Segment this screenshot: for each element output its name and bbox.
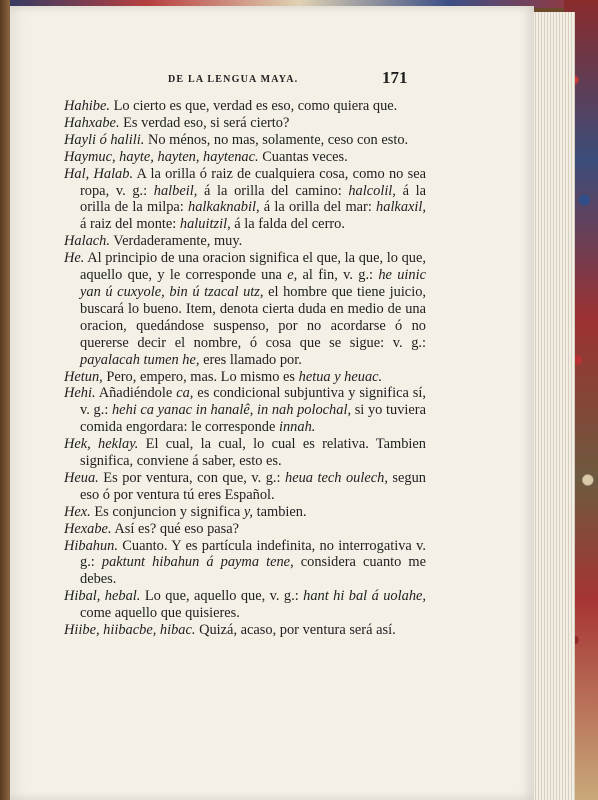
entry-definition-text: á raiz del monte: [80, 216, 180, 233]
binding-edge [0, 0, 10, 800]
entry-definition-text: si yo tuviera comida engordara: le corresponde [80, 402, 426, 436]
entry-definition-text: Al principio de una oracion significa el que, la que, lo que, aquello que, y le corresponde una [80, 250, 426, 284]
entry-headword: Hal, Halab. [64, 165, 134, 182]
dictionary-entry [64, 250, 426, 368]
entry-definition-text: Así es? qué eso pasa? [111, 520, 240, 537]
dictionary-entry [64, 369, 426, 386]
entry-headword: Hahxabe. [64, 114, 120, 131]
entry-definition-text: No ménos, no mas, solamente, ceso con esto. [144, 131, 409, 148]
entry-definition-text: á la falda del cerro. [230, 216, 345, 233]
entry-headword: Heua. [64, 469, 99, 486]
entry-definition-text: Cuanto. Y es partícula indefinita, no interrogativa v. g.: [80, 537, 426, 571]
entry-definition-text: tambien. [253, 503, 307, 520]
book-page [10, 6, 534, 800]
dictionary-entry [64, 538, 426, 589]
entry-definition-text: El cual, la cual, lo cual es relativa. Tambien significa, conviene á saber, esto es. [80, 436, 426, 470]
entry-headword: Hehi. [64, 385, 96, 402]
maya-term: halcolil, [348, 182, 396, 199]
entry-definition-text: Añadiéndole [95, 385, 177, 402]
dictionary-entry [64, 436, 426, 470]
dictionary-entry [64, 504, 426, 521]
entry-definition-text: Es verdad eso, si será cierto? [119, 114, 290, 131]
entry-definition-text: á la orilla de la milpa: [80, 182, 426, 216]
entry-definition-text: Es conjuncion y significa [90, 503, 244, 520]
dictionary-entry [64, 115, 426, 132]
entry-definition-text: Quizá, acaso, por ventura será así. [195, 622, 396, 639]
dictionary-entry [64, 132, 426, 149]
entry-definition-text: el hombre que tiene juicio, buscará lo bueno. Item, denota cierta duda en medio de una oracion, quedándose suspenso, por no acordarse ó no quererse decir el nombre, ó cosa que se sigue: v. g.: [80, 283, 426, 351]
entry-headword: Hibahun. [64, 537, 118, 554]
page-number: 171 [382, 68, 408, 87]
entry-definition-text: Pero, empero, mas. Lo mismo es [102, 368, 299, 385]
entry-definition-text: Cuantas veces. [258, 148, 348, 165]
dictionary-entry [64, 470, 426, 504]
maya-term: hehi ca yanac in hanalê, in nah polochal, [111, 402, 352, 419]
entry-headword: Hayli ó halili. [64, 131, 145, 148]
entry-definition-text: es condicional subjuntiva y significa sí, v. g.: [80, 385, 426, 419]
dictionary-entry [64, 233, 426, 250]
entry-definition-text: eres llamado por. [199, 351, 302, 368]
entry-definition-text: A la orilla ó raiz de cualquiera cosa, como no sea ropa, v. g.: [80, 165, 426, 199]
dictionary-entry [64, 622, 426, 639]
entry-definition-text: Lo cierto es que, verdad es eso, como quiera que. [109, 98, 398, 114]
entry-headword: Hek, heklay. [64, 436, 139, 453]
maya-term: heua tech oulech, [285, 469, 388, 486]
entry-definition-text: al fin, v. g.: [297, 267, 379, 284]
maya-term: paktunt hibahun á payma tene, [101, 554, 294, 571]
dictionary-entries [64, 98, 426, 639]
entry-headword: Hibal, hebal. [64, 588, 141, 605]
maya-term: halbeil, [153, 182, 198, 199]
page-stack-edges [532, 12, 575, 800]
entry-headword: Hiibe, hiibacbe, hibac. [64, 622, 196, 639]
dictionary-entry [64, 98, 426, 115]
maya-term: hetua y heuac. [298, 368, 383, 385]
entry-headword: Hexabe. [64, 520, 112, 537]
maya-term: halkaknabil, [188, 199, 260, 216]
entry-headword: Halach. [64, 233, 110, 250]
entry-headword: Haymuc, hayte, hayten, haytenac. [64, 148, 259, 165]
dictionary-entry [64, 149, 426, 166]
maya-term: haluitzil, [179, 216, 231, 233]
entry-headword: He. [64, 250, 85, 267]
maya-term: halkaxil, [376, 199, 426, 216]
maya-term: e, [287, 267, 298, 284]
maya-term: innah. [278, 419, 316, 436]
dictionary-entry [64, 166, 426, 234]
maya-term: he uinic yan ú cuxyole, bin ú tzacal utz, [80, 267, 427, 300]
entry-definition-text: á la orilla del camino: [197, 182, 349, 199]
entry-headword: Hahibe. [64, 98, 110, 114]
maya-term: y, [243, 503, 254, 520]
maya-term: hant hi bal á uolahe, [303, 588, 427, 605]
entry-definition-text: come aquello que quisieres. [80, 605, 240, 622]
entry-definition-text: Verdaderamente, muy. [109, 233, 243, 250]
entry-definition-text: segun eso ó por ventura tú eres Español. [80, 469, 427, 503]
dictionary-entry [64, 588, 426, 622]
maya-term: payalacah tumen he, [80, 351, 200, 368]
entry-definition-text: á la orilla del mar: [259, 199, 377, 216]
entry-definition-text: Es por ventura, con que, v. g.: [98, 469, 285, 486]
entry-headword: Hetun, [64, 368, 103, 385]
running-head: DE LA LENGUA MAYA. [168, 74, 299, 85]
maya-term: ca, [176, 385, 194, 402]
entry-headword: Hex. [64, 503, 91, 520]
dictionary-entry [64, 521, 426, 538]
dictionary-entry [64, 385, 426, 436]
entry-definition-text: Lo que, aquello que, v. g.: [140, 588, 304, 605]
entry-definition-text: considera cuanto me debes. [80, 554, 426, 588]
